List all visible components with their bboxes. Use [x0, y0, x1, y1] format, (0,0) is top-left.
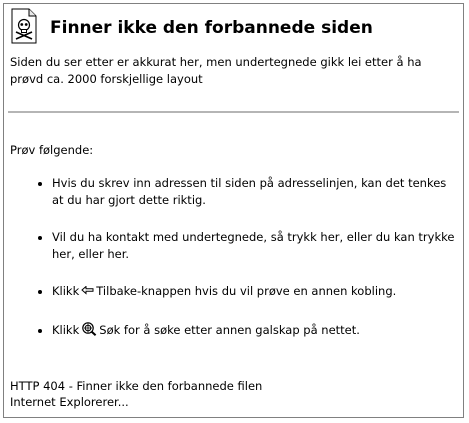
divider	[8, 111, 459, 113]
suggestion-text: Hvis du skrev inn adressen til siden på adresselinjen, kan det tenkes at du har gjort dette riktig.	[52, 176, 447, 207]
page-header	[10, 8, 450, 48]
suggestion-item-address	[52, 175, 458, 209]
suggestion-text: Vil du ha kontakt med undertegnede, så trykk her, eller du kan trykke her, eller her.	[52, 230, 455, 261]
try-label: Prøv følgende:	[10, 143, 94, 157]
suggestion-prefix: Klikk	[52, 323, 80, 337]
browser-line: Internet Explorerer...	[10, 395, 129, 409]
suggestion-prefix: Klikk	[52, 284, 80, 298]
suggestion-search-text: Søk for å søke etter annen galskap på nettet.	[99, 323, 360, 337]
search-globe-icon[interactable]	[81, 322, 97, 341]
page-skull-icon	[10, 8, 38, 44]
suggestion-list	[10, 175, 458, 361]
footer	[10, 378, 262, 410]
http-status-line: HTTP 404 - Finner ikke den forbannede filen	[10, 379, 263, 393]
suggestion-back-text: Tilbake-knappen hvis du vil prøve en annen kobling.	[96, 284, 397, 298]
suggestion-item-contact	[52, 229, 458, 263]
intro-text: Siden du ser etter er akkurat her, men undertegnede gikk lei etter å ha prøvd ca. 2000 forskjellige layout	[10, 55, 422, 86]
suggestion-item-search	[52, 322, 458, 341]
suggestion-item-back	[52, 283, 458, 302]
page-title: Finner ikke den forbannede siden	[50, 18, 373, 38]
back-arrow-icon[interactable]	[81, 285, 94, 302]
error-page-frame	[3, 3, 464, 418]
